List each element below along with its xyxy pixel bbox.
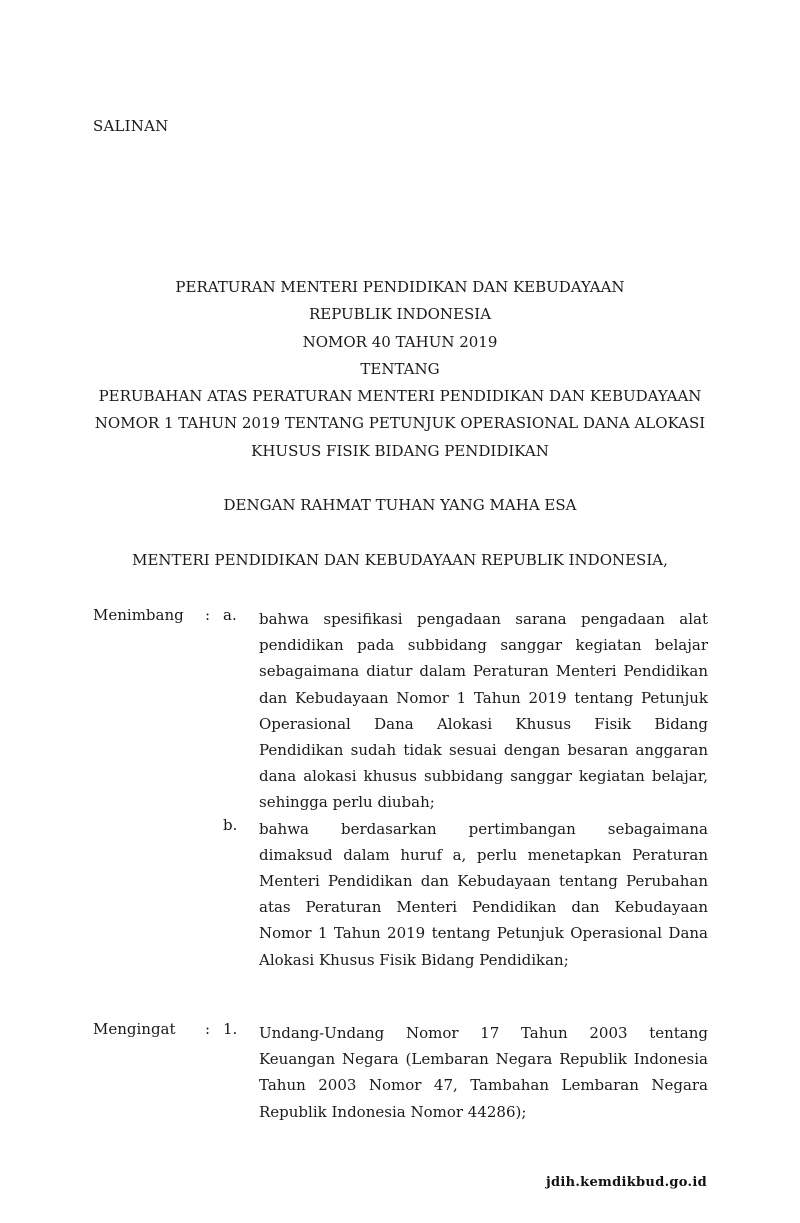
consideration-item-a [93, 606, 708, 816]
title-line: PERATURAN MENTERI PENDIDIKAN DAN KEBUDAYAAN [175, 278, 625, 296]
text-line: dimaksud dalam huruf a, perlu menetapkan Peraturan [259, 845, 708, 864]
text-line: Alokasi Khusus Fisik Bidang Pendidikan; [259, 950, 569, 969]
text-line: atas Peraturan Menteri Pendidikan dan Kebudayaan [259, 898, 708, 917]
text-line: bahwa spesifikasi pengadaan sarana pengadaan alat [259, 610, 708, 628]
text-line: pendidikan pada subbidang sanggar kegiatan belajar [259, 636, 708, 655]
item-marker: 1. [223, 1020, 238, 1038]
title-line: REPUBLIK INDONESIA [308, 305, 492, 324]
menimbang-label: Menimbang [93, 606, 184, 624]
salinan-label: SALINAN [93, 117, 169, 135]
title-line: NOMOR 40 TAHUN 2019 [302, 332, 498, 351]
text-line: sebagaimana diatur dalam Peraturan Menteri Pendidikan [259, 662, 708, 681]
title-line: KHUSUS FISIK BIDANG PENDIDIKAN [251, 441, 549, 460]
text-line: Operasional Dana Alokasi Khusus Fisik Bidang [259, 714, 708, 733]
menimbang-colon: : [205, 606, 211, 624]
legal-basis-item-1 [93, 1020, 708, 1125]
text-line: Republik Indonesia Nomor 44286); [259, 1102, 527, 1121]
text-line: Menteri Pendidikan dan Kebudayaan tentang Perubahan [259, 872, 708, 891]
mengingat-section [93, 1020, 708, 1125]
item-text [259, 816, 708, 973]
mengingat-label: Mengingat [93, 1020, 176, 1038]
title-line: PERUBAHAN ATAS PERATURAN MENTERI PENDIDIKAN DAN KEBUDAYAAN [98, 387, 702, 406]
footer-watermark: jdih.kemdikbud.go.id [545, 1175, 707, 1190]
text-line: Undang-Undang Nomor 17 Tahun 2003 tentang [259, 1024, 708, 1042]
text-line: Keuangan Negara (Lembaran Negara Republik Indonesia [259, 1050, 708, 1069]
authority-line: MENTERI PENDIDIKAN DAN KEBUDAYAAN REPUBLIK INDONESIA, [132, 551, 668, 569]
consideration-item-b [93, 816, 708, 973]
title-line: TENTANG [360, 359, 440, 378]
item-text [259, 1020, 708, 1125]
text-line: bahwa berdasarkan pertimbangan sebagaimana [259, 819, 708, 838]
text-line: sehingga perlu diubah; [259, 793, 435, 812]
item-marker: a. [223, 606, 237, 624]
mengingat-colon: : [205, 1020, 211, 1038]
text-line: Tahun 2003 Nomor 47, Tambahan Lembaran Negara [259, 1076, 708, 1095]
blessing-line: DENGAN RAHMAT TUHAN YANG MAHA ESA [223, 496, 577, 514]
item-marker: b. [223, 815, 238, 834]
text-line: Nomor 1 Tahun 2019 tentang Petunjuk Operasional Dana [259, 924, 708, 943]
text-line: dan Kebudayaan Nomor 1 Tahun 2019 tentang Petunjuk [259, 688, 708, 707]
item-text [259, 606, 708, 816]
title-line: NOMOR 1 TAHUN 2019 TENTANG PETUNJUK OPERASIONAL DANA ALOKASI [94, 414, 706, 433]
menimbang-section [93, 606, 708, 973]
text-line: dana alokasi khusus subbidang sanggar kegiatan belajar, [259, 767, 708, 786]
regulation-title [80, 274, 720, 465]
text-line: Pendidikan sudah tidak sesuai dengan besaran anggaran [259, 741, 708, 760]
